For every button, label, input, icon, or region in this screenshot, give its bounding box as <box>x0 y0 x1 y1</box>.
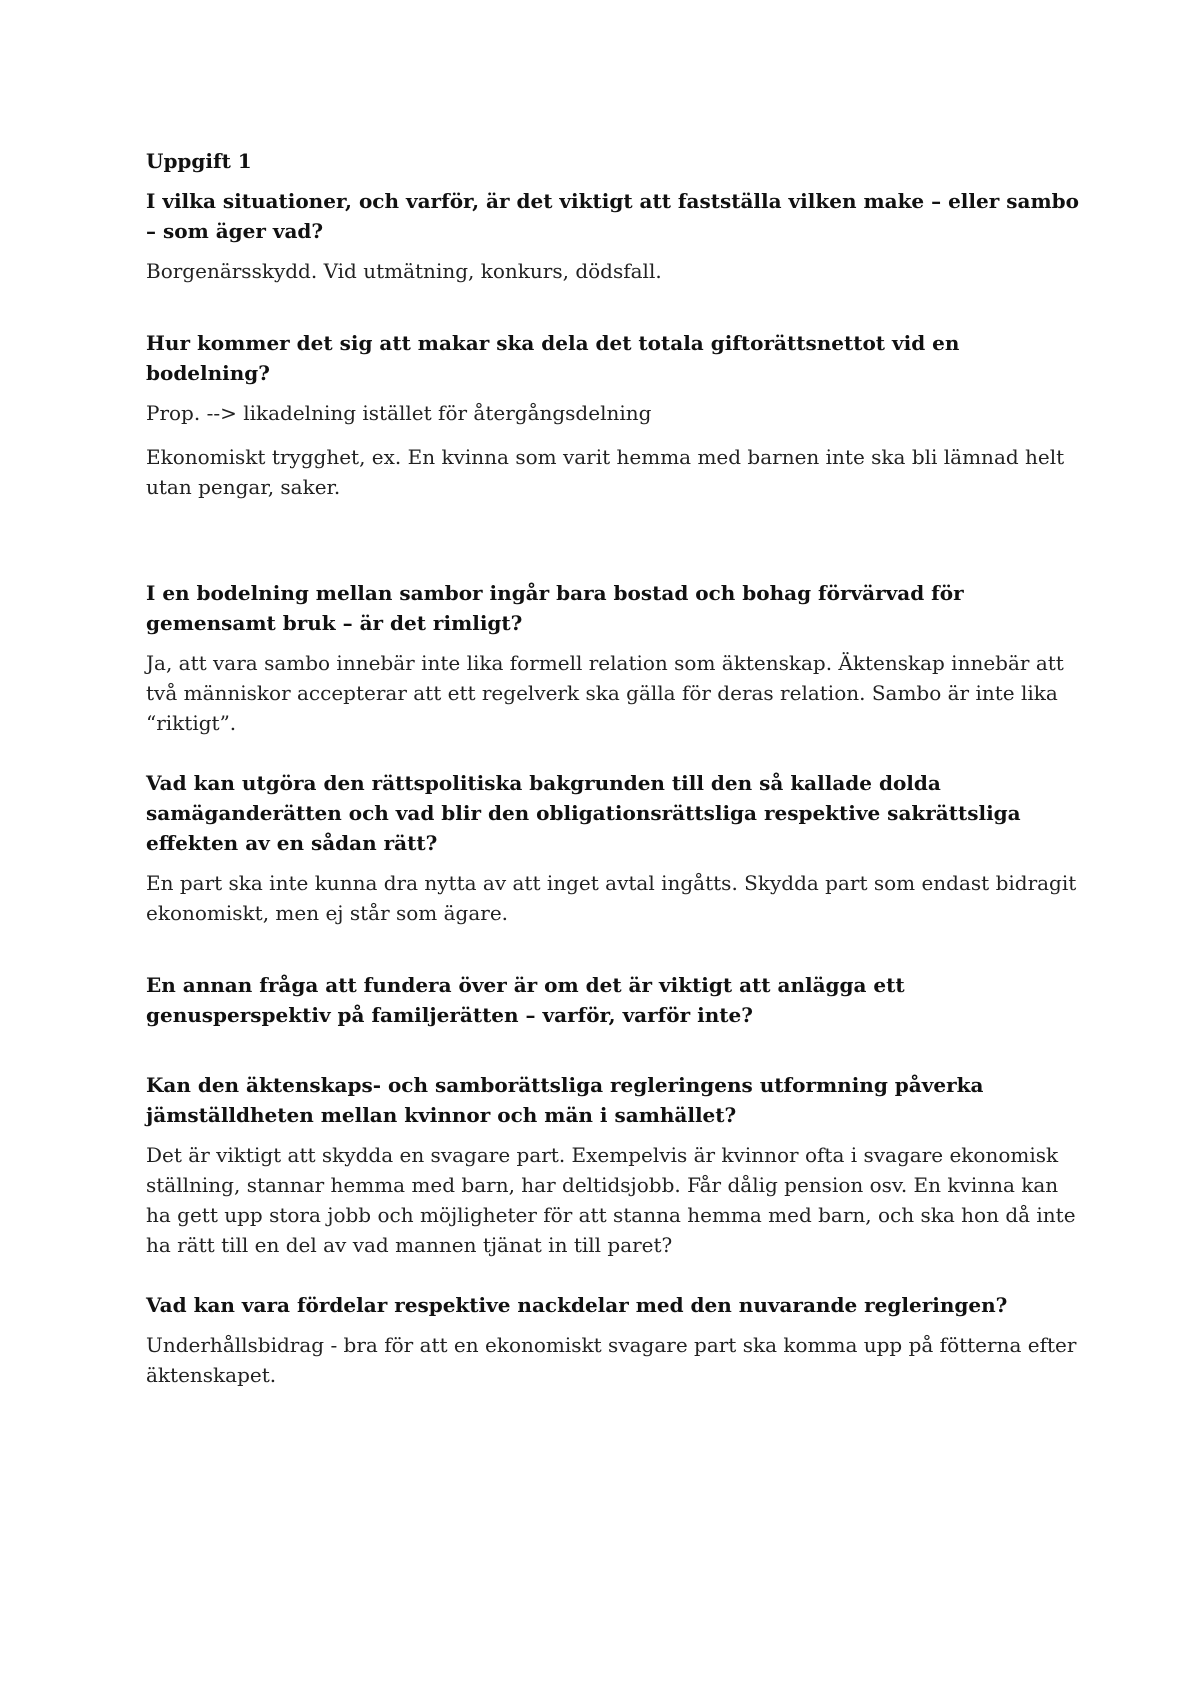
section-5 <box>146 970 1080 1030</box>
answer-2-2: Ekonomiskt trygghet, ex. En kvinna som varit hemma med barnen inte ska bli lämnad helt utan pengar, saker. <box>146 445 1065 499</box>
answer-6-1: Det är viktigt att skydda en svagare part. Exempelvis är kvinnor ofta i svagare ekonomisk ställning, stannar hemma med barn, har deltidsjobb. Får dålig pension osv. En kvinna kan ha gett upp stora jobb och möjligheter för att stanna hemma med barn, och ska hon då inte ha rätt till en del av vad mannen tjänat in till paret? <box>146 1143 1076 1257</box>
question-3: I en bodelning mellan sambor ingår bara bostad och bohag förvärvad för gemensamt bruk – är det rimligt? <box>146 581 964 635</box>
section-2 <box>146 328 1080 502</box>
answer-2-1: Prop. --> likadelning istället för återgångsdelning <box>146 401 652 425</box>
section-6 <box>146 1070 1080 1260</box>
document-title: Uppgift 1 <box>146 149 252 173</box>
section-4 <box>146 768 1080 928</box>
section-1 <box>146 186 1080 286</box>
question-7: Vad kan vara fördelar respektive nackdelar med den nuvarande regleringen? <box>146 1293 1008 1317</box>
question-6: Kan den äktenskaps- och samborättsliga regleringens utformning påverka jämställdheten mellan kvinnor och män i samhället? <box>146 1073 984 1127</box>
question-4: Vad kan utgöra den rättspolitiska bakgrunden till den så kallade dolda samäganderätten och vad blir den obligationsrättsliga respektive sakrättsliga effekten av en sådan rätt? <box>146 771 1021 855</box>
answer-1-1: Borgenärsskydd. Vid utmätning, konkurs, dödsfall. <box>146 259 662 283</box>
question-5: En annan fråga att fundera över är om det är viktigt att anlägga ett genusperspektiv på familjerätten – varför, varför inte? <box>146 973 905 1027</box>
section-7 <box>146 1290 1080 1390</box>
answer-7-1: Underhållsbidrag - bra för att en ekonomiskt svagare part ska komma upp på fötterna efter äktenskapet. <box>146 1333 1077 1387</box>
section-3 <box>146 578 1080 738</box>
question-2: Hur kommer det sig att makar ska dela det totala giftorättsnettot vid en bodelning? <box>146 331 960 385</box>
answer-3-1: Ja, att vara sambo innebär inte lika formell relation som äktenskap. Äktenskap innebär att två människor accepterar att ett regelverk ska gälla för deras relation. Sambo är inte lika “riktigt”. <box>146 651 1064 735</box>
answer-4-1: En part ska inte kunna dra nytta av att inget avtal ingåtts. Skydda part som endast bidragit ekonomiskt, men ej står som ägare. <box>146 871 1077 925</box>
question-1: I vilka situationer, och varför, är det viktigt att fastställa vilken make – eller sambo – som äger vad? <box>146 189 1079 243</box>
